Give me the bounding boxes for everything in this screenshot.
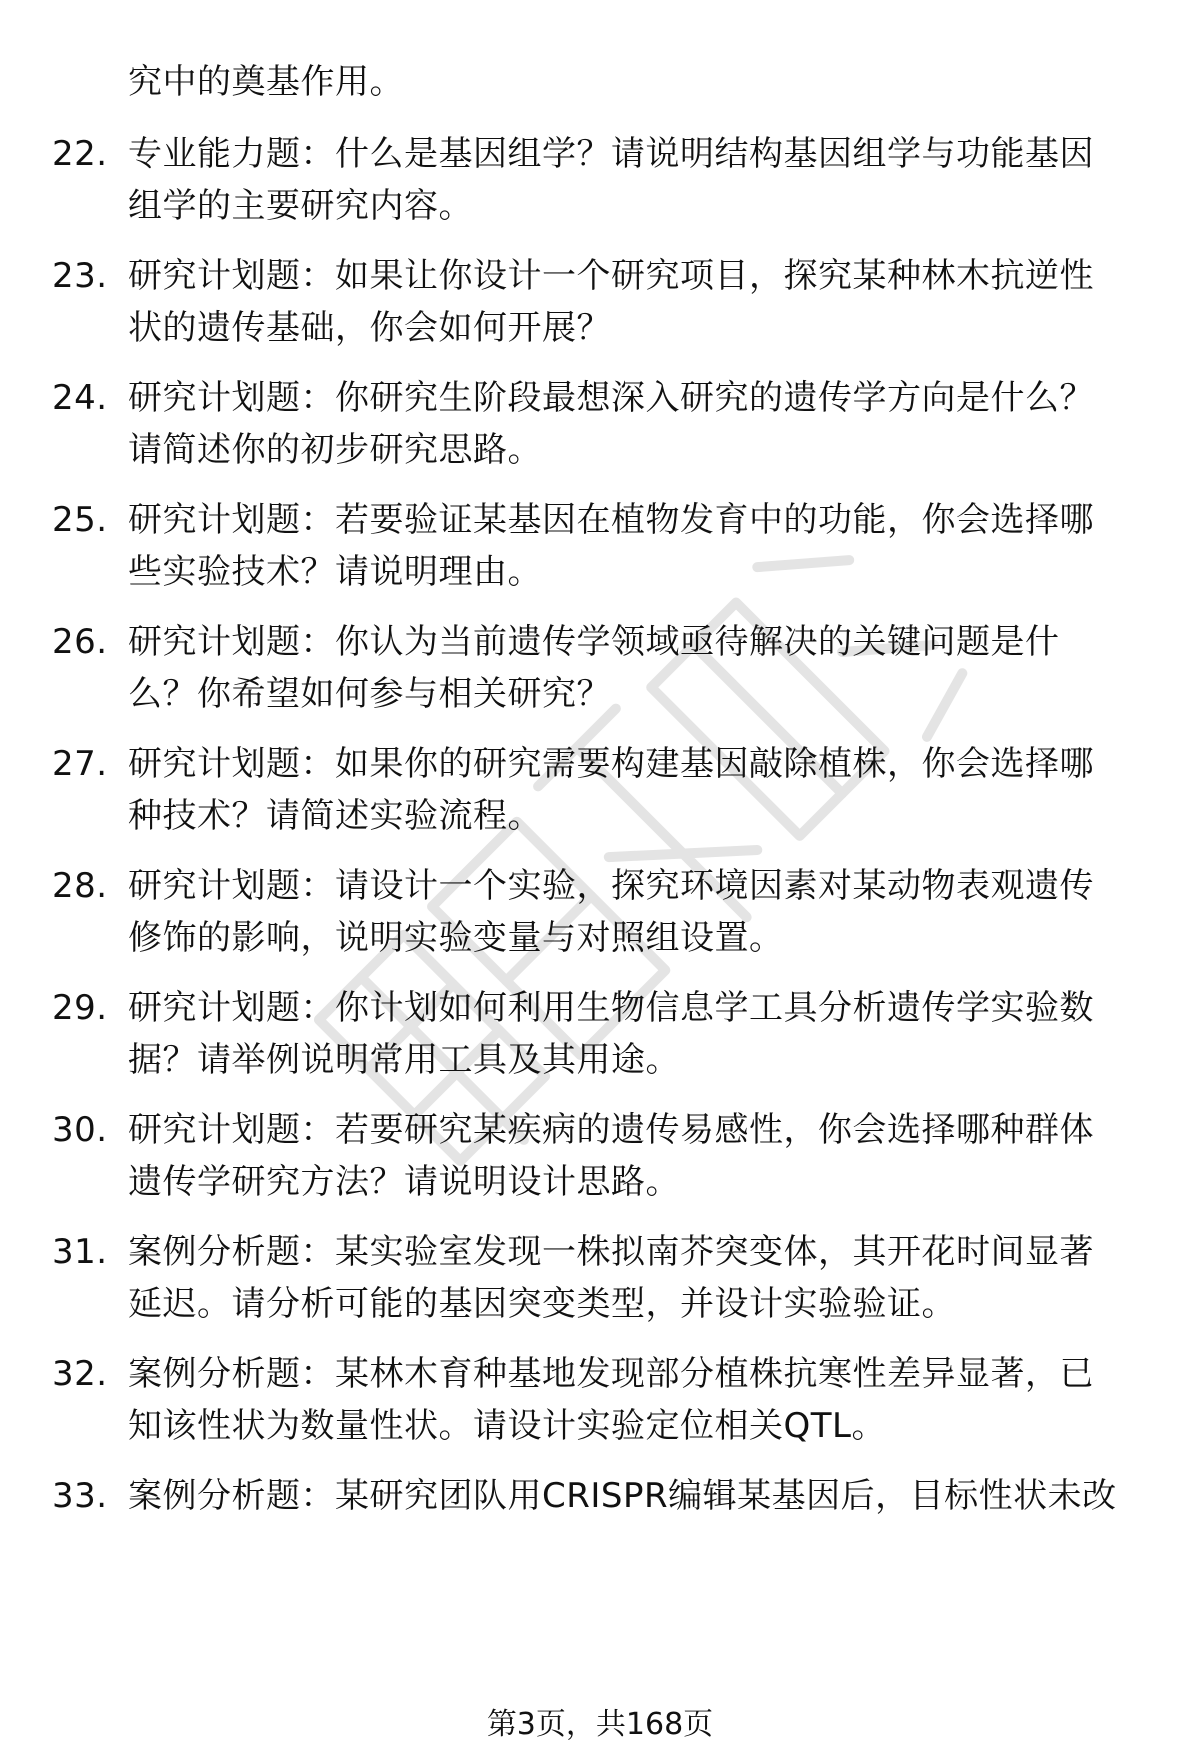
question-line: 延迟。请分析可能的基因突变类型，并设计实验验证。 <box>128 1284 956 1324</box>
question-number: 32. <box>52 1354 108 1394</box>
question-item <box>52 860 1152 964</box>
question-text <box>128 738 1138 842</box>
question-number: 24. <box>52 378 108 418</box>
question-number: 28. <box>52 866 108 906</box>
question-text <box>128 860 1138 964</box>
question-line: 据？请举例说明常用工具及其用途。 <box>128 1040 680 1080</box>
question-line: 研究计划题：如果让你设计一个研究项目，探究某种林木抗逆性 <box>128 256 1094 296</box>
question-item <box>52 494 1152 598</box>
question-number: 25. <box>52 500 108 540</box>
question-line: 案例分析题：某研究团队用CRISPR编辑某基因后，目标性状未改 <box>128 1476 1117 1516</box>
question-number: 23. <box>52 256 108 296</box>
question-item <box>52 1348 1152 1452</box>
question-text <box>128 372 1138 476</box>
question-number: 31. <box>52 1232 108 1272</box>
question-item <box>52 1226 1152 1330</box>
question-line: 研究计划题：请设计一个实验，探究环境因素对某动物表观遗传 <box>128 866 1094 906</box>
question-item <box>52 372 1152 476</box>
question-line: 专业能力题：什么是基因组学？请说明结构基因组学与功能基因 <box>128 134 1094 174</box>
question-line: 研究计划题：你研究生阶段最想深入研究的遗传学方向是什么？ <box>128 378 1094 418</box>
question-item <box>52 128 1152 232</box>
question-line: 研究计划题：你计划如何利用生物信息学工具分析遗传学实验数 <box>128 988 1094 1028</box>
question-line: 研究计划题：你认为当前遗传学领域亟待解决的关键问题是什 <box>128 622 1060 662</box>
question-line: 研究计划题：若要验证某基因在植物发育中的功能，你会选择哪 <box>128 500 1094 540</box>
question-text <box>128 128 1138 232</box>
question-text <box>128 250 1138 354</box>
question-text <box>128 1348 1138 1452</box>
question-number: 22. <box>52 134 108 174</box>
question-line: 组学的主要研究内容。 <box>128 186 473 226</box>
page-footer: 第3页，共168页 <box>486 1707 714 1742</box>
question-line: 案例分析题：某林木育种基地发现部分植株抗寒性差异显著，已 <box>128 1354 1094 1394</box>
question-text <box>128 1104 1138 1208</box>
question-number: 26. <box>52 622 108 662</box>
question-line: 案例分析题：某实验室发现一株拟南芥突变体，其开花时间显著 <box>128 1232 1094 1272</box>
question-number: 30. <box>52 1110 108 1150</box>
continuation-text: 究中的奠基作用。 <box>128 62 404 102</box>
question-line: 些实验技术？请说明理由。 <box>128 552 542 592</box>
question-item <box>52 738 1152 842</box>
question-text <box>128 616 1138 720</box>
question-line: 修饰的影响，说明实验变量与对照组设置。 <box>128 918 784 958</box>
question-line: 研究计划题：若要研究某疾病的遗传易感性，你会选择哪种群体 <box>128 1110 1094 1150</box>
question-item <box>52 1470 1152 1522</box>
question-number: 27. <box>52 744 108 784</box>
question-item <box>52 1104 1152 1208</box>
question-line: 么？你希望如何参与相关研究？ <box>128 674 611 714</box>
question-number: 33. <box>52 1476 108 1516</box>
question-text <box>128 1226 1138 1330</box>
question-line: 种技术？请简述实验流程。 <box>128 796 542 836</box>
question-line: 状的遗传基础，你会如何开展？ <box>128 308 611 348</box>
question-number: 29. <box>52 988 108 1028</box>
question-item <box>52 616 1152 720</box>
question-line: 研究计划题：如果你的研究需要构建基因敲除植株，你会选择哪 <box>128 744 1094 784</box>
question-line: 请简述你的初步研究思路。 <box>128 430 542 470</box>
question-text <box>128 982 1138 1086</box>
question-text <box>128 1470 1138 1522</box>
question-line: 遗传学研究方法？请说明设计思路。 <box>128 1162 680 1202</box>
question-line: 知该性状为数量性状。请设计实验定位相关QTL。 <box>128 1406 886 1446</box>
question-item <box>52 250 1152 354</box>
question-text <box>128 494 1138 598</box>
question-item <box>52 982 1152 1086</box>
